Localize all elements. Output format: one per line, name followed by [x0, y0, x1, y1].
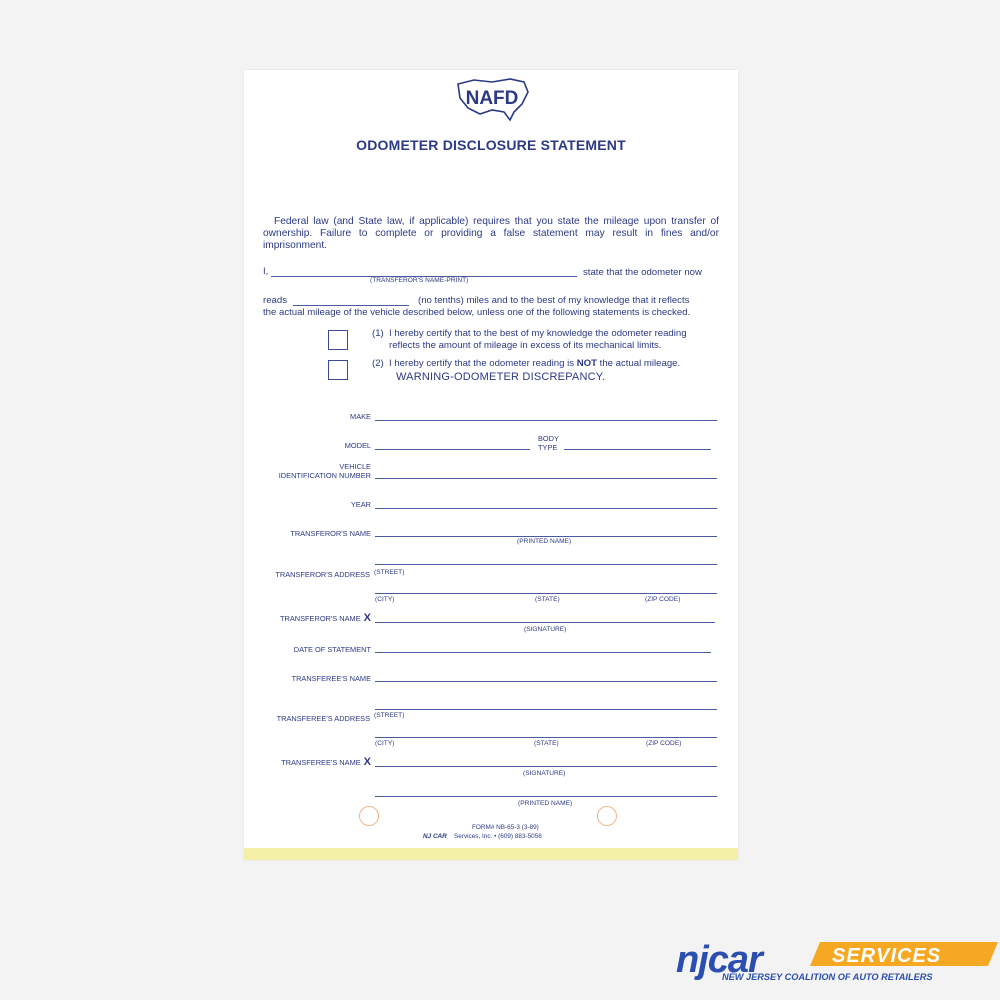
transferee-printed-name-field[interactable] [375, 796, 717, 797]
model-field[interactable] [375, 449, 530, 450]
transferee-signature-caption: (SIGNATURE) [523, 770, 566, 777]
warning-text: WARNING-ODOMETER DISCREPANCY. [396, 371, 606, 383]
body-label-line1: BODY [538, 434, 559, 443]
transferor-address-label: TRANSFEROR'S ADDRESS [275, 570, 370, 579]
transferee-name-field[interactable] [375, 681, 717, 682]
transferee-signature-field[interactable] [375, 766, 717, 767]
make-field[interactable] [375, 420, 717, 421]
transferor-signature-label [280, 614, 371, 623]
transferee-city-state-zip-field[interactable] [375, 737, 717, 738]
transferee-city-caption: (CITY) [375, 740, 395, 747]
nafd-logo [452, 74, 532, 122]
statement-line2: the actual mileage of the vehicle described below, unless one of the following statements is checked. [263, 307, 691, 318]
cert1-checkbox[interactable] [328, 330, 348, 350]
cert2-post: the actual mileage. [599, 358, 681, 369]
reads-text: (no tenths) miles and to the best of my knowledge that it reflects [418, 295, 690, 306]
transferor-street-caption: (STREET) [374, 569, 405, 576]
logo-text: NAFD [465, 88, 519, 109]
year-label: YEAR [350, 500, 371, 509]
make-label: MAKE [350, 412, 371, 421]
transferor-name-field[interactable] [375, 536, 717, 537]
odometer-form [244, 70, 738, 860]
vin-label-line2: IDENTIFICATION NUMBER [278, 471, 371, 480]
transferee-printed-name-caption: (PRINTED NAME) [518, 800, 573, 807]
vin-field[interactable] [375, 478, 717, 479]
cert1-line2: reflects the amount of mileage in excess of its mechanical limits. [389, 340, 662, 351]
transferor-signature-caption: (SIGNATURE) [524, 626, 567, 633]
intro-paragraph: Federal law (and State law, if applicable) requires that you state the mileage upon transfer of ownership. Failure to complete or providing a false statement may result in fines and/or imprisonment. [263, 216, 719, 251]
body-type-label [538, 434, 559, 452]
punch-hole-left [359, 806, 379, 826]
transferor-sig-label-text: TRANSFEROR'S NAME [279, 614, 361, 623]
vin-label [279, 462, 371, 480]
brand-tagline: NEW JERSEY COALITION OF AUTO RETAILERS [722, 972, 933, 982]
transferee-address-label: TRANSFEREE'S ADDRESS [276, 714, 370, 723]
body-type-field[interactable] [564, 449, 711, 450]
vin-label-line1: VEHICLE [339, 462, 371, 471]
cert1-line1: I hereby certify that to the best of my knowledge the odometer reading [389, 328, 687, 339]
footer-brand-small: NJ CAR [423, 833, 447, 840]
transferee-sig-label-text: TRANSFEREE'S NAME [281, 758, 361, 767]
x-mark: X [363, 756, 371, 768]
transferee-street-field[interactable] [375, 709, 717, 710]
brand-services: SERVICES [832, 945, 942, 967]
mileage-field[interactable] [293, 305, 409, 306]
transferor-name-label: TRANSFEROR'S NAME [290, 529, 371, 538]
cert2-bold: NOT [576, 358, 597, 369]
njcar-services-logo [672, 936, 1000, 986]
date-of-statement-label: DATE OF STATEMENT [293, 645, 371, 654]
x-mark: X [363, 612, 371, 624]
state-text: state that the odometer now [583, 267, 702, 278]
transferor-printed-name-caption: (PRINTED NAME) [517, 538, 572, 545]
transferee-state-caption: (STATE) [534, 740, 559, 747]
brand-name: njcar [676, 939, 762, 981]
transferor-name-print-caption: (TRANSFEROR'S NAME-PRINT) [370, 277, 469, 284]
form-number: FORM# NB-65-3 (3-89) [472, 824, 539, 831]
footer-company: Services, Inc. • (609) 883-5056 [454, 833, 542, 840]
body-label-line2: TYPE [538, 443, 558, 452]
reads-label: reads [263, 295, 287, 306]
date-of-statement-field[interactable] [375, 652, 711, 653]
transferee-name-label: TRANSFEREE'S NAME [291, 674, 371, 683]
transferor-city-state-zip-field[interactable] [375, 593, 717, 594]
i-label: I, [263, 266, 269, 277]
transferee-signature-label [281, 758, 371, 767]
cert2-pre: I hereby certify that the odometer reading is [389, 358, 575, 369]
year-field[interactable] [375, 508, 717, 509]
punch-hole-right [597, 806, 617, 826]
cert2-checkbox[interactable] [328, 360, 348, 380]
cert2-text [389, 358, 680, 370]
cert2-number: (2) [372, 358, 384, 369]
form-title: ODOMETER DISCLOSURE STATEMENT [356, 137, 626, 153]
cert1-number: (1) [372, 328, 384, 339]
transferee-street-caption: (STREET) [374, 712, 405, 719]
transferor-city-caption: (CITY) [375, 596, 395, 603]
model-label: MODEL [344, 441, 371, 450]
transferor-zip-caption: (ZIP CODE) [645, 596, 681, 603]
transferor-street-field[interactable] [375, 564, 717, 565]
transferor-state-caption: (STATE) [535, 596, 560, 603]
yellow-copy-edge [244, 848, 738, 860]
transferor-signature-field[interactable] [375, 622, 715, 623]
transferee-zip-caption: (ZIP CODE) [646, 740, 682, 747]
